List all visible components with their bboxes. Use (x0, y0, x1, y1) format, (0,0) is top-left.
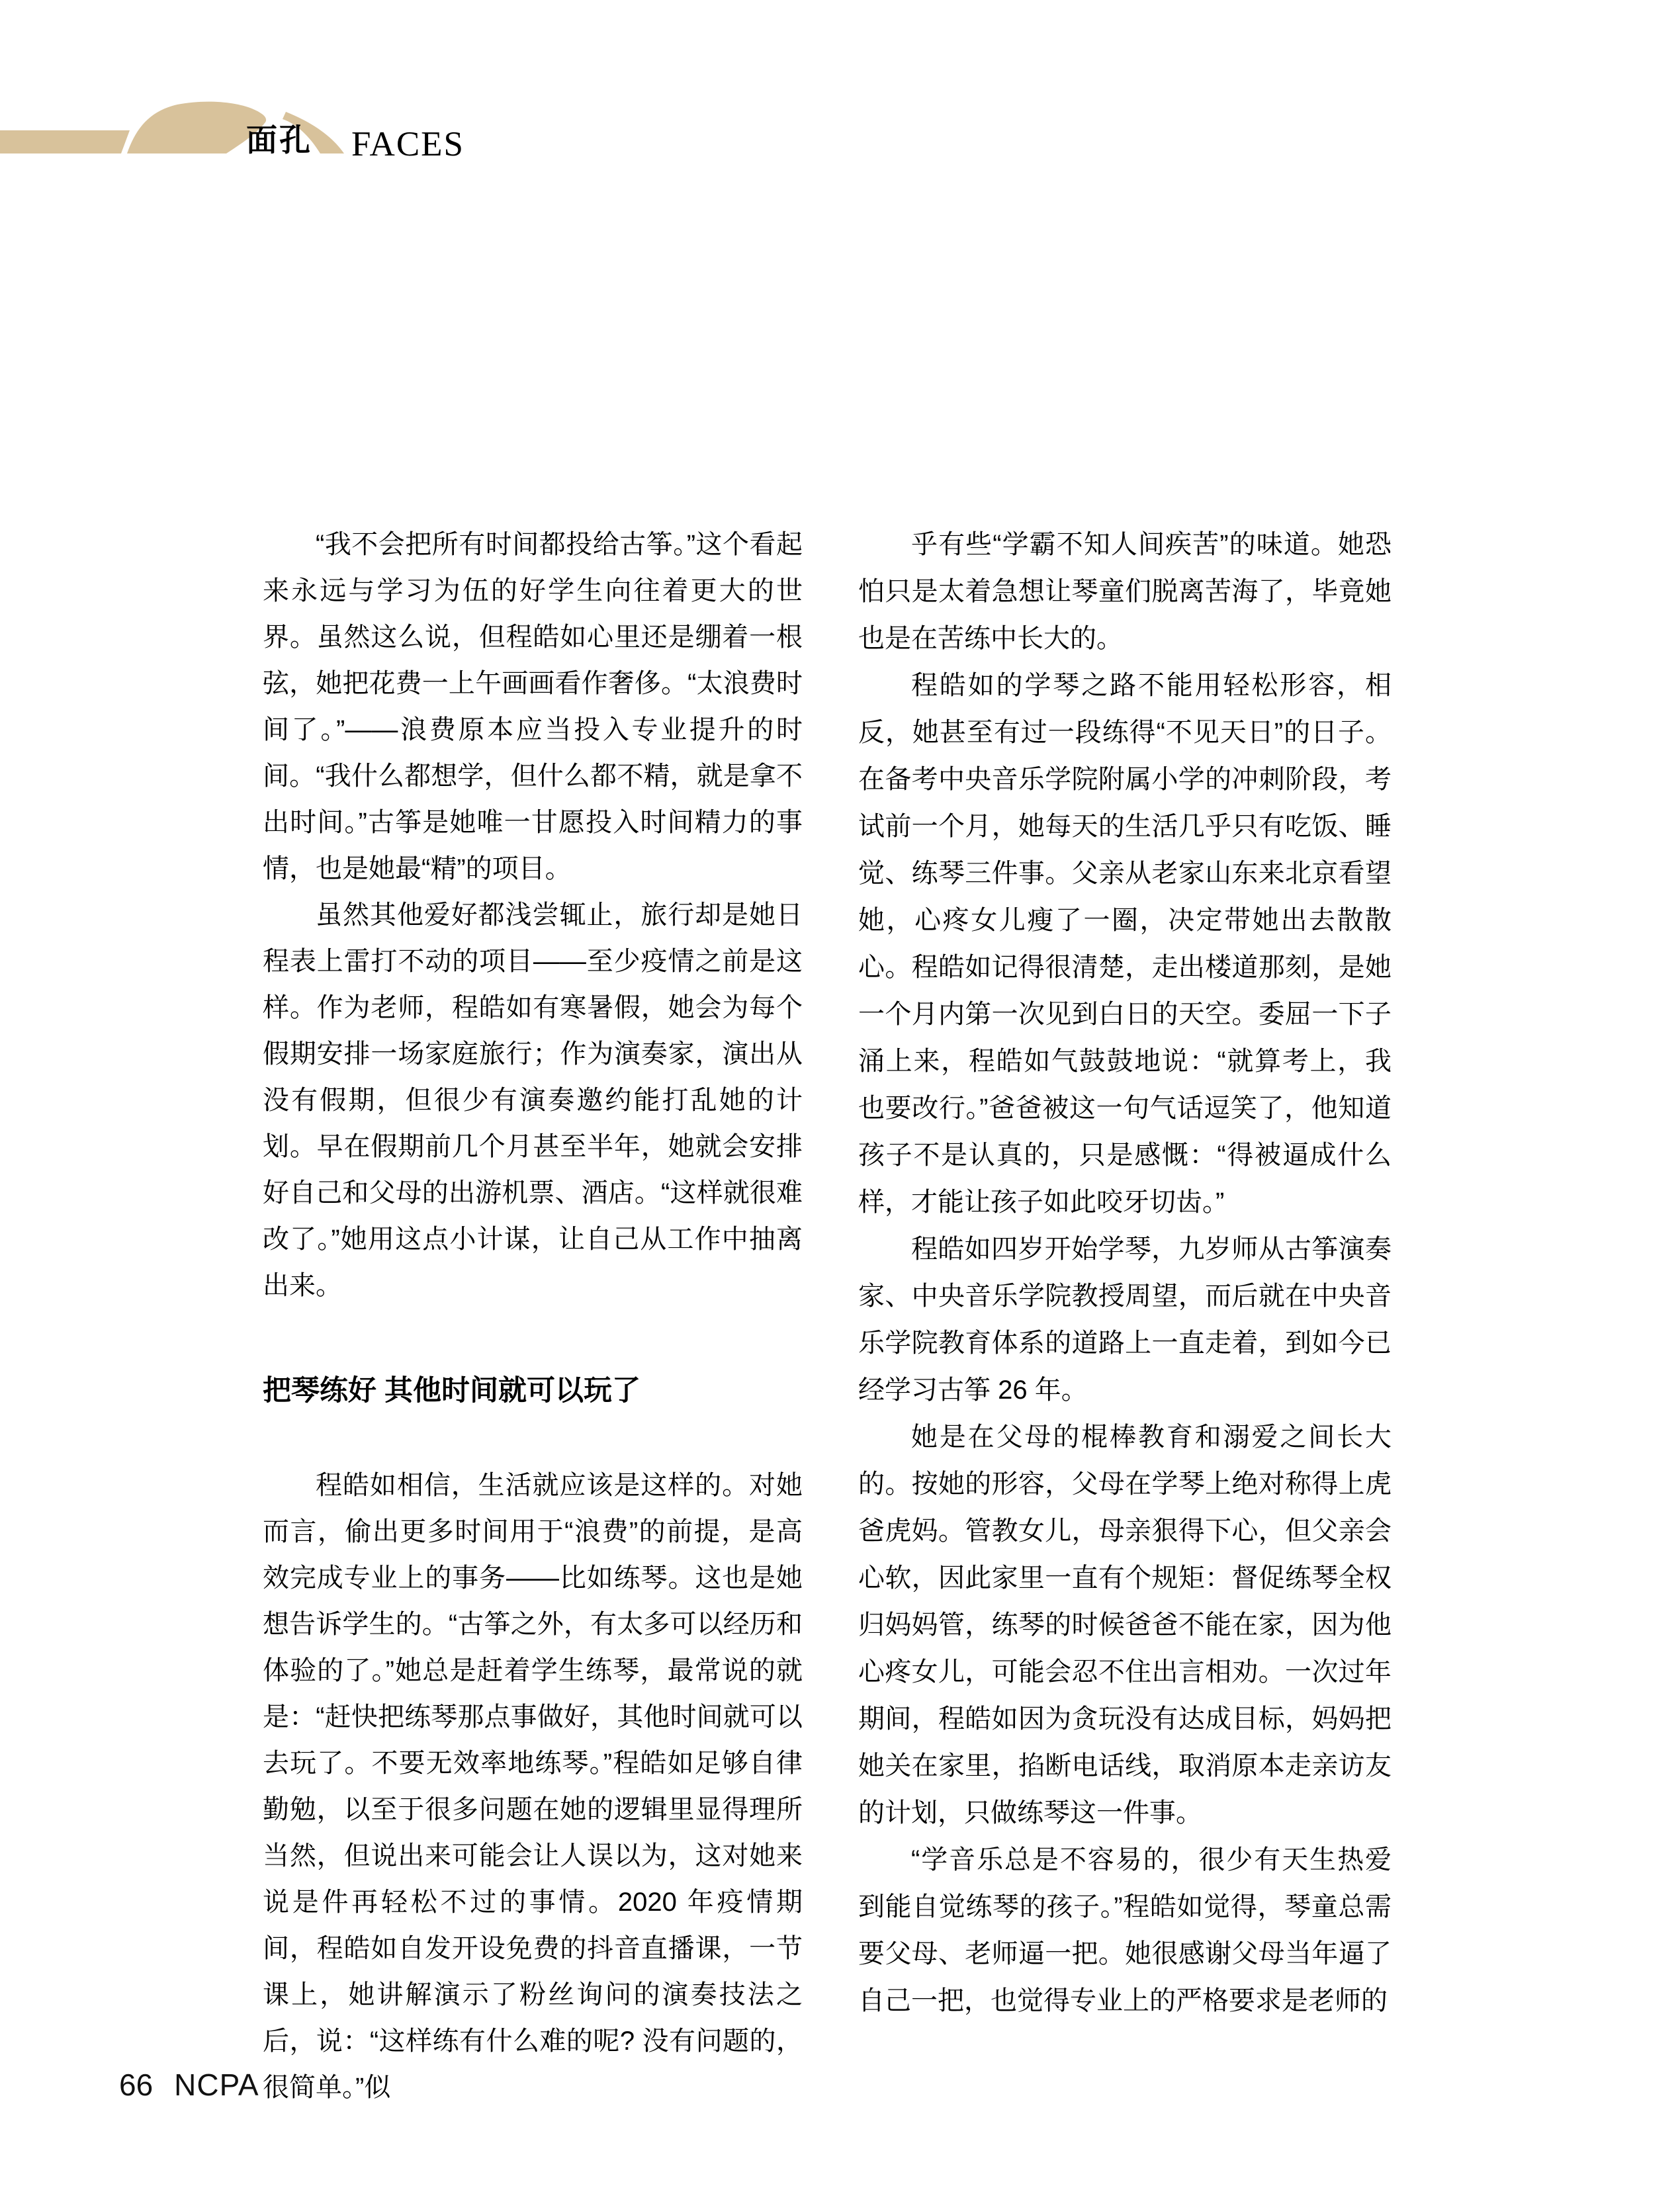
article-subheading: 把琴练好 其他时间就可以玩了 (263, 1375, 641, 1407)
paragraph: 程皓如相信，生活就应该是这样的。对她而言，偷出更多时间用于“浪费”的前提，是高效完成专业上的事务——比如练琴。这也是她想告诉学生的。“古筝之外，有太多可以经历和体验的了。”她总是赶着学生练琴，最常说的就是：“赶快把练琴那点事做好，其他时间就可以去玩了。不要无效率地练琴。”程皓如足够自律勤勉，以至于很多问题在她的逻辑里显得理所当然，但说出来可能会让人误以为，这对她来说是件再轻松不过的事情。2020 年疫情期间，程皓如自发开设免费的抖音直播课，一节课上，她讲解演示了粉丝询问的演奏技法之后，说：“这样练有什么难的呢? 没有问题的，很简单。”似 (263, 1471, 803, 2102)
header-bar-shape (0, 130, 130, 153)
paragraph: 程皓如的学琴之路不能用轻松形容，相反，她甚至有过一段练得“不见天日”的日子。在备考中央音乐学院附属小学的冲刺阶段，考试前一个月，她每天的生活几乎只有吃饭、睡觉、练琴三件事。父亲从老家山东来北京看望她，心疼女儿瘦了一圈，决定带她出去散散心。程皓如记得很清楚，走出楼道那刻，是她一个月内第一次见到白日的天空。委屈一下子涌上来，程皓如气鼓鼓地说：“就算考上，我也要改行。”爸爸被这一句气话逗笑了，他知道孩子不是认真的，只是感慨：“得被逼成什么样，才能让孩子如此咬牙切齿。” (858, 671, 1392, 1217)
magazine-brand: NCPA (174, 2068, 259, 2102)
paragraph: 虽然其他爱好都浅尝辄止，旅行却是她日程表上雷打不动的项目——至少疫情之前是这样。作为老师，程皓如有寒暑假，她会为每个假期安排一场家庭旅行；作为演奏家，演出从没有假期，但很少有演奏邀约能打乱她的计划。早在假期前几个月甚至半年，她就会安排好自己和父母的出游机票、酒店。“这样就很难改了。”她用这点小计谋，让自己从工作中抽离出来。 (263, 900, 803, 1300)
paragraph: 乎有些“学霸不知人间疾苦”的味道。她恐怕只是太着急想让琴童们脱离苦海了，毕竟她也是在苦练中长大的。 (858, 530, 1392, 653)
page-footer (119, 2070, 259, 2100)
left-column (263, 521, 803, 2111)
paragraph: “学音乐总是不容易的，很少有天生热爱到能自觉练琴的孩子。”程皓如觉得，琴童总需要父母、老师逼一把。她很感谢父母当年逼了自己一把，也觉得专业上的严格要求是老师的 (858, 1845, 1392, 2015)
paragraph: 程皓如四岁开始学琴，九岁师从古筝演奏家、中央音乐学院教授周望，而后就在中央音乐学院教育体系的道路上一直走着，到如今已经学习古筝 26 年。 (858, 1235, 1392, 1405)
right-column (858, 521, 1392, 2025)
section-title-english: FACES (351, 125, 465, 163)
header-dome-shape (127, 102, 266, 153)
paragraph: 她是在父母的棍棒教育和溺爱之间长大的。按她的形容，父母在学琴上绝对称得上虎爸虎妈。管教女儿，母亲狠得下心，但父亲会心软，因此家里一直有个规矩：督促练琴全权归妈妈管，练琴的时候爸爸不能在家，因为他心疼女儿，可能会忍不住出言相劝。一次过年期间，程皓如因为贪玩没有达成目标，妈妈把她关在家里，掐断电话线，取消原本走亲访友的计划，只做练琴这一件事。 (858, 1422, 1392, 1827)
section-title-chinese: 面孔 (246, 122, 312, 157)
page-number: 66 (119, 2068, 154, 2102)
paragraph: “我不会把所有时间都投给古筝。”这个看起来永远与学习为伍的好学生向往着更大的世界。虽然这么说，但程皓如心里还是绷着一根弦，她把花费一上午画画看作奢侈。“太浪费时间了。”——浪费原本应当投入专业提升的时间。“我什么都想学，但什么都不精，就是拿不出时间。”古筝是她唯一甘愿投入时间精力的事情，也是她最“精”的项目。 (263, 530, 803, 883)
